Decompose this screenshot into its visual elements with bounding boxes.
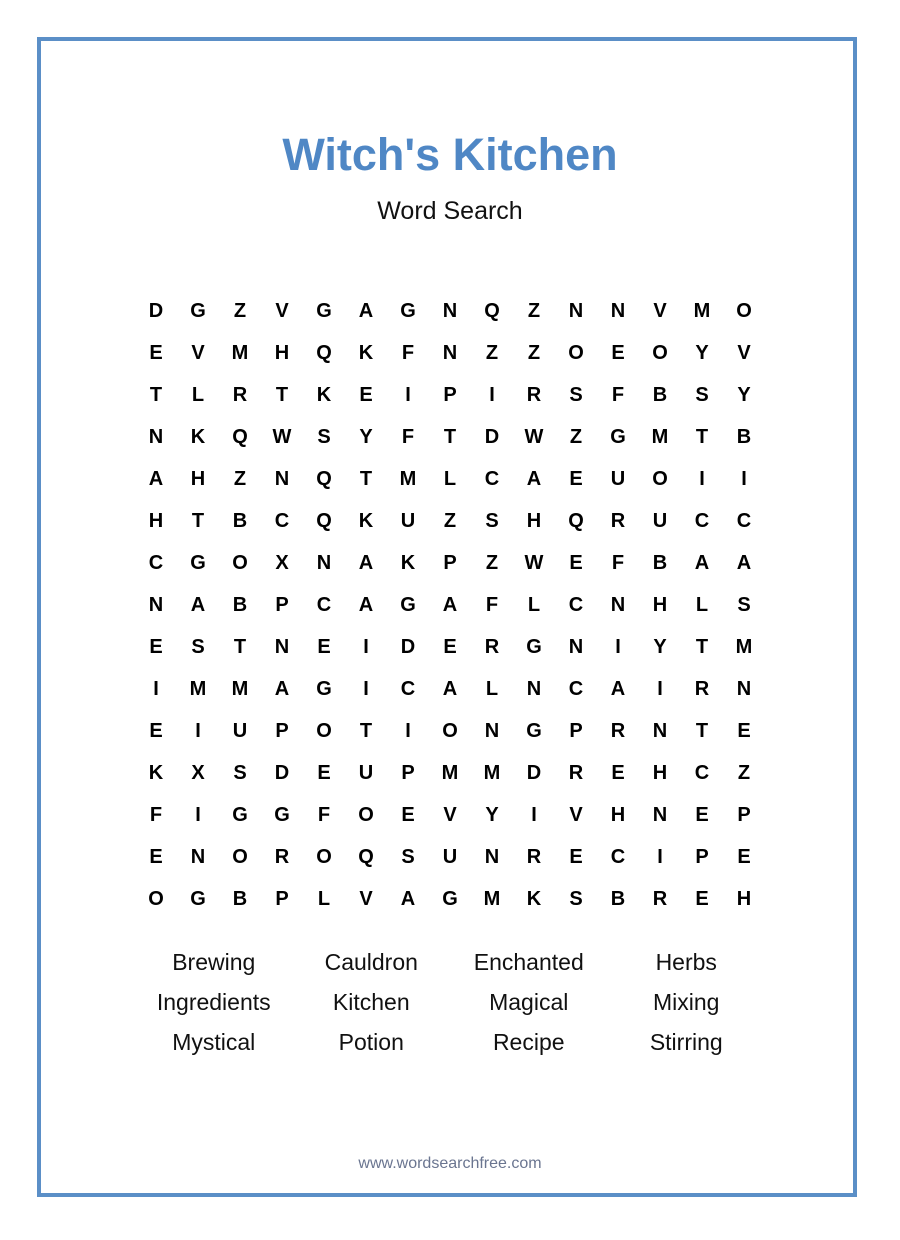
grid-cell[interactable]: Q <box>316 510 332 532</box>
grid-cell[interactable]: K <box>148 762 164 784</box>
grid-cell[interactable]: F <box>611 552 625 574</box>
grid-cell[interactable]: T <box>191 510 205 532</box>
grid-cell[interactable]: Y <box>695 342 709 364</box>
grid-cell[interactable]: T <box>275 384 289 406</box>
grid-cell[interactable]: D <box>274 762 290 784</box>
grid-cell[interactable]: V <box>653 300 667 322</box>
grid-cell[interactable]: S <box>737 594 751 616</box>
grid-cell[interactable]: R <box>232 384 248 406</box>
grid-cell[interactable]: U <box>442 846 458 868</box>
grid-cell[interactable]: Z <box>569 426 583 448</box>
grid-cell[interactable]: Z <box>737 762 751 784</box>
grid-cell[interactable]: S <box>401 846 415 868</box>
grid-cell[interactable]: Z <box>443 510 457 532</box>
grid-cell[interactable]: S <box>695 384 709 406</box>
grid-cell[interactable]: N <box>526 678 542 700</box>
grid-cell[interactable]: E <box>317 762 331 784</box>
grid-cell[interactable]: A <box>400 888 416 910</box>
page-title: Witch's Kitchen <box>282 129 618 180</box>
grid-cell[interactable]: A <box>610 678 626 700</box>
grid-cell[interactable]: N <box>568 300 584 322</box>
grid-cell[interactable]: G <box>526 636 542 658</box>
grid-cell[interactable]: A <box>358 594 374 616</box>
grid-cell[interactable]: H <box>526 510 542 532</box>
grid-cell[interactable]: D <box>148 300 164 322</box>
grid-cell[interactable]: G <box>190 888 206 910</box>
grid-cell[interactable]: I <box>657 846 663 868</box>
grid-cell[interactable]: Z <box>485 342 499 364</box>
grid-cell[interactable]: H <box>190 468 206 490</box>
grid-cell[interactable]: W <box>524 552 544 574</box>
grid-cell[interactable]: L <box>443 468 457 490</box>
grid-cell[interactable]: Q <box>316 342 332 364</box>
grid-cell[interactable]: E <box>401 804 415 826</box>
grid-cell[interactable]: V <box>443 804 457 826</box>
grid-cell[interactable]: I <box>363 636 369 658</box>
grid-cell[interactable]: A <box>736 552 752 574</box>
grid-cell[interactable]: V <box>275 300 289 322</box>
grid-cell[interactable]: R <box>610 510 626 532</box>
grid-cell[interactable]: N <box>148 426 164 448</box>
grid-cell[interactable]: N <box>274 468 290 490</box>
word-list-item: Ingredients <box>156 988 271 1015</box>
grid-cell[interactable]: S <box>569 888 583 910</box>
grid-cell[interactable]: C <box>694 510 710 532</box>
grid-cell[interactable]: V <box>569 804 583 826</box>
grid-cell[interactable]: Z <box>527 300 541 322</box>
grid-cell[interactable]: E <box>695 804 709 826</box>
grid-cell[interactable]: F <box>401 342 415 364</box>
grid-cell[interactable]: I <box>195 804 201 826</box>
grid-cell[interactable]: P <box>443 552 457 574</box>
grid-cell[interactable]: S <box>569 384 583 406</box>
grid-cell[interactable]: N <box>568 636 584 658</box>
grid-cell[interactable]: G <box>442 888 458 910</box>
grid-cell[interactable]: M <box>231 678 249 700</box>
grid-cell[interactable]: O <box>316 846 332 868</box>
grid-cell[interactable]: C <box>610 846 626 868</box>
grid-cell[interactable]: N <box>652 804 668 826</box>
grid-cell[interactable]: H <box>274 342 290 364</box>
grid-cell[interactable]: C <box>274 510 290 532</box>
grid-cell[interactable]: Z <box>485 552 499 574</box>
grid-cell[interactable]: N <box>190 846 206 868</box>
grid-cell[interactable]: O <box>652 468 668 490</box>
grid-cell[interactable]: B <box>232 888 248 910</box>
grid-cell[interactable]: E <box>611 342 625 364</box>
grid-cell[interactable]: A <box>526 468 542 490</box>
grid-cell[interactable]: P <box>275 594 289 616</box>
grid-cell[interactable]: U <box>400 510 416 532</box>
word-list-item: Stirring <box>649 1028 723 1055</box>
grid-cell[interactable]: K <box>316 384 332 406</box>
grid-cell[interactable]: Q <box>232 426 248 448</box>
grid-cell[interactable]: Y <box>485 804 499 826</box>
grid-cell[interactable]: X <box>191 762 205 784</box>
grid-cell[interactable]: O <box>442 720 458 742</box>
grid-cell[interactable]: T <box>443 426 457 448</box>
grid-cell[interactable]: P <box>737 804 751 826</box>
grid-cell[interactable]: F <box>611 384 625 406</box>
grid-cell[interactable]: Y <box>359 426 373 448</box>
grid-cell[interactable]: R <box>652 888 668 910</box>
grid-cell[interactable]: O <box>652 342 668 364</box>
word-list-item: Potion <box>338 1028 404 1055</box>
grid-cell[interactable]: Q <box>484 300 500 322</box>
grid-cell[interactable]: I <box>363 678 369 700</box>
grid-cell[interactable]: F <box>401 426 415 448</box>
grid-cell[interactable]: F <box>149 804 163 826</box>
letter-grid <box>135 290 765 920</box>
grid-cell[interactable]: M <box>735 636 753 658</box>
grid-cell[interactable]: S <box>233 762 247 784</box>
grid-cell[interactable]: O <box>148 888 164 910</box>
footer-url[interactable]: www.wordsearchfree.com <box>358 1155 542 1172</box>
grid-cell[interactable]: C <box>568 594 584 616</box>
grid-cell[interactable]: V <box>737 342 751 364</box>
grid-cell[interactable]: U <box>652 510 668 532</box>
grid-cell[interactable]: T <box>359 468 373 490</box>
grid-cell[interactable]: A <box>442 678 458 700</box>
grid-cell[interactable]: Q <box>316 468 332 490</box>
grid-cell[interactable]: H <box>736 888 752 910</box>
grid-cell[interactable]: L <box>317 888 331 910</box>
grid-cell[interactable]: B <box>232 510 248 532</box>
word-list <box>135 942 765 1062</box>
grid-cell[interactable]: C <box>694 762 710 784</box>
grid-cell[interactable]: I <box>405 720 411 742</box>
grid-cell[interactable]: B <box>610 888 626 910</box>
grid-cell[interactable]: R <box>694 678 710 700</box>
grid-cell[interactable]: T <box>359 720 373 742</box>
grid-cell[interactable]: O <box>232 552 248 574</box>
grid-cell[interactable]: C <box>736 510 752 532</box>
grid-cell[interactable]: P <box>401 762 415 784</box>
grid-cell[interactable]: N <box>148 594 164 616</box>
grid-cell[interactable]: E <box>317 636 331 658</box>
grid-cell[interactable]: T <box>149 384 163 406</box>
grid-cell[interactable]: B <box>736 426 752 448</box>
grid-cell[interactable]: I <box>153 678 159 700</box>
grid-cell[interactable]: N <box>610 300 626 322</box>
grid-cell[interactable]: E <box>443 636 457 658</box>
grid-cell[interactable]: M <box>483 888 501 910</box>
grid-cell[interactable]: N <box>652 720 668 742</box>
grid-cell[interactable]: M <box>231 342 249 364</box>
grid-cell[interactable]: Z <box>527 342 541 364</box>
grid-cell[interactable]: P <box>569 720 583 742</box>
word-list-item: Cauldron <box>324 948 418 975</box>
grid-cell[interactable]: G <box>400 594 416 616</box>
grid-cell[interactable]: S <box>191 636 205 658</box>
grid-cell[interactable]: U <box>610 468 626 490</box>
grid-cell[interactable]: I <box>531 804 537 826</box>
grid-cell[interactable]: G <box>610 426 626 448</box>
grid-cell[interactable]: E <box>149 720 163 742</box>
grid-cell[interactable]: V <box>191 342 205 364</box>
grid-cell[interactable]: B <box>232 594 248 616</box>
grid-cell[interactable]: L <box>485 678 499 700</box>
grid-cell[interactable]: H <box>652 762 668 784</box>
grid-cell[interactable]: E <box>737 720 751 742</box>
word-list-item: Recipe <box>492 1028 565 1055</box>
grid-cell[interactable]: A <box>358 300 374 322</box>
grid-cell[interactable]: N <box>484 720 500 742</box>
grid-cell[interactable]: O <box>568 342 584 364</box>
grid-cell[interactable]: N <box>442 300 458 322</box>
word-list-item: Mixing <box>653 988 720 1015</box>
grid-cell[interactable]: T <box>695 720 709 742</box>
grid-cell[interactable]: K <box>526 888 542 910</box>
grid-cell[interactable]: O <box>358 804 374 826</box>
grid-cell[interactable]: R <box>568 762 584 784</box>
grid-cell[interactable]: E <box>149 846 163 868</box>
grid-cell[interactable]: B <box>652 384 668 406</box>
grid-cell[interactable]: L <box>695 594 709 616</box>
word-list-item: Magical <box>489 988 569 1015</box>
grid-cell[interactable]: G <box>190 300 206 322</box>
grid-cell[interactable]: G <box>274 804 290 826</box>
grid-cell[interactable]: I <box>699 468 705 490</box>
grid-cell[interactable]: E <box>737 846 751 868</box>
grid-cell[interactable]: K <box>358 510 374 532</box>
grid-cell[interactable]: M <box>651 426 669 448</box>
grid-cell[interactable]: U <box>232 720 248 742</box>
grid-cell[interactable]: G <box>526 720 542 742</box>
grid-cell[interactable]: T <box>695 426 709 448</box>
page-subtitle: Word Search <box>377 197 523 225</box>
grid-cell[interactable]: Q <box>358 846 374 868</box>
grid-cell[interactable]: K <box>358 342 374 364</box>
grid-cell[interactable]: G <box>316 678 332 700</box>
grid-cell[interactable]: P <box>695 846 709 868</box>
grid-cell[interactable]: O <box>736 300 752 322</box>
grid-cell[interactable]: I <box>657 678 663 700</box>
grid-cell[interactable]: H <box>652 594 668 616</box>
grid-cell[interactable]: C <box>316 594 332 616</box>
grid-cell[interactable]: Y <box>653 636 667 658</box>
grid-cell[interactable]: C <box>148 552 164 574</box>
grid-cell[interactable]: O <box>316 720 332 742</box>
grid-cell[interactable]: E <box>149 636 163 658</box>
grid-cell[interactable]: N <box>442 342 458 364</box>
grid-cell[interactable]: A <box>442 594 458 616</box>
grid-cell[interactable]: A <box>694 552 710 574</box>
grid-cell[interactable]: Q <box>568 510 584 532</box>
grid-cell[interactable]: R <box>274 846 290 868</box>
grid-cell[interactable]: S <box>485 510 499 532</box>
grid-cell[interactable]: C <box>568 678 584 700</box>
grid-cell[interactable]: N <box>736 678 752 700</box>
word-list-item: Herbs <box>655 948 717 975</box>
grid-cell[interactable]: P <box>443 384 457 406</box>
word-list-item: Enchanted <box>473 948 584 975</box>
grid-cell[interactable]: F <box>485 594 499 616</box>
grid-cell[interactable]: E <box>569 552 583 574</box>
grid-cell[interactable]: S <box>317 426 331 448</box>
grid-cell[interactable]: D <box>484 426 500 448</box>
grid-cell[interactable]: I <box>405 384 411 406</box>
grid-cell[interactable]: A <box>274 678 290 700</box>
grid-cell[interactable]: E <box>695 888 709 910</box>
grid-cell[interactable]: Y <box>737 384 751 406</box>
grid-cell[interactable]: T <box>695 636 709 658</box>
grid-cell[interactable]: T <box>233 636 247 658</box>
word-list-item: Kitchen <box>332 988 410 1015</box>
grid-cell[interactable]: E <box>359 384 373 406</box>
grid-cell[interactable]: W <box>272 426 292 448</box>
grid-cell[interactable]: L <box>191 384 205 406</box>
grid-cell[interactable]: D <box>526 762 542 784</box>
grid-cell[interactable]: N <box>610 594 626 616</box>
grid-cell[interactable]: B <box>652 552 668 574</box>
grid-cell[interactable]: I <box>741 468 747 490</box>
word-list-item: Mystical <box>172 1028 256 1055</box>
grid-cell[interactable]: W <box>524 426 544 448</box>
grid-cell[interactable]: A <box>148 468 164 490</box>
grid-cell[interactable]: E <box>569 846 583 868</box>
grid-cell[interactable]: C <box>484 468 500 490</box>
grid-cell[interactable]: U <box>358 762 374 784</box>
grid-cell[interactable]: A <box>190 594 206 616</box>
grid-cell[interactable]: K <box>400 552 416 574</box>
grid-cell[interactable]: R <box>526 846 542 868</box>
grid-cell[interactable]: M <box>399 468 417 490</box>
grid-cell[interactable]: H <box>148 510 164 532</box>
grid-cell[interactable]: X <box>275 552 289 574</box>
grid-cell[interactable]: O <box>232 846 248 868</box>
grid-cell[interactable]: M <box>693 300 711 322</box>
grid-cell[interactable]: I <box>615 636 621 658</box>
grid-cell[interactable]: V <box>359 888 373 910</box>
grid-cell[interactable]: E <box>569 468 583 490</box>
grid-cell[interactable]: G <box>190 552 206 574</box>
grid-cell[interactable]: K <box>190 426 206 448</box>
grid-cell[interactable]: Z <box>233 468 247 490</box>
grid-cell[interactable]: A <box>358 552 374 574</box>
grid-cell[interactable]: P <box>275 720 289 742</box>
grid-cell[interactable]: R <box>526 384 542 406</box>
grid-cell[interactable]: F <box>317 804 331 826</box>
grid-cell[interactable]: N <box>316 552 332 574</box>
grid-cell[interactable]: M <box>483 762 501 784</box>
grid-cell[interactable]: I <box>489 384 495 406</box>
grid-cell[interactable]: C <box>400 678 416 700</box>
grid-cell[interactable]: H <box>610 804 626 826</box>
grid-cell[interactable]: L <box>527 594 541 616</box>
grid-cell[interactable]: D <box>400 636 416 658</box>
grid-cell[interactable]: Z <box>233 300 247 322</box>
grid-cell[interactable]: R <box>484 636 500 658</box>
grid-cell[interactable]: M <box>189 678 207 700</box>
grid-cell[interactable]: E <box>611 762 625 784</box>
grid-cell[interactable]: G <box>400 300 416 322</box>
grid-cell[interactable]: N <box>274 636 290 658</box>
grid-cell[interactable]: G <box>316 300 332 322</box>
grid-cell[interactable]: N <box>484 846 500 868</box>
grid-cell[interactable]: G <box>232 804 248 826</box>
word-list-item: Brewing <box>172 948 256 975</box>
grid-cell[interactable]: M <box>441 762 459 784</box>
grid-cell[interactable]: I <box>195 720 201 742</box>
grid-cell[interactable]: E <box>149 342 163 364</box>
grid-cell[interactable]: R <box>610 720 626 742</box>
grid-cell[interactable]: P <box>275 888 289 910</box>
